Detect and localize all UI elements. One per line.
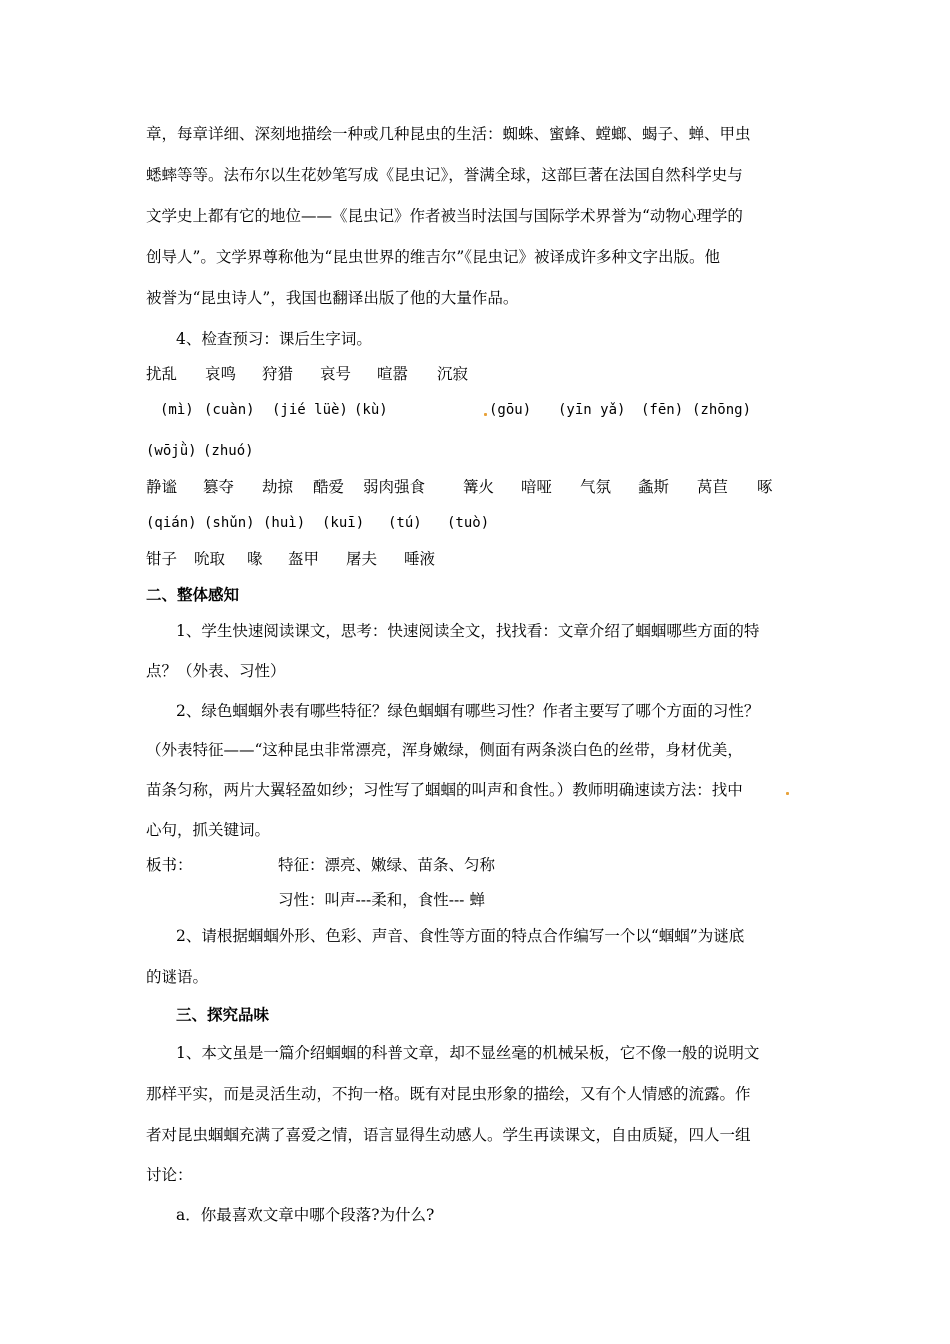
vocab-word: 篝火 bbox=[463, 478, 495, 496]
vocab-word: 弱肉强食 bbox=[363, 478, 426, 496]
paragraph-line: 点？（外表、习性） bbox=[146, 662, 286, 680]
section-heading: 二、整体感知 bbox=[146, 585, 240, 604]
paragraph-line: 那样平实，而是灵活生动，不拘一格。既有对昆虫形象的描绘，又有个人情感的流露。作 bbox=[146, 1085, 751, 1103]
paragraph-line: 苗条匀称，两片大翼轻盈如纱；习性写了蝈蝈的叫声和食性。）教师明确速读方法：找中 bbox=[146, 781, 743, 799]
pinyin: (cuàn) bbox=[204, 402, 255, 418]
vocab-word: 吮取 bbox=[194, 550, 226, 568]
vocab-word: 喙 bbox=[247, 550, 263, 568]
paragraph-line: 2、请根据蝈蝈外形、色彩、声音、食性等方面的特点合作编写一个以“蝈蝈”为谜底 bbox=[176, 927, 745, 945]
pinyin: (zhuó) bbox=[203, 443, 254, 459]
intro-line: 被誉为“昆虫诗人”，我国也翻译出版了他的大量作品。 bbox=[146, 289, 519, 307]
board-line: 特征：漂亮、嫩绿、苗条、匀称 bbox=[278, 856, 496, 874]
vocab-word: 沉寂 bbox=[437, 365, 469, 383]
vocab-word: 气氛 bbox=[580, 478, 612, 496]
vocab-word: 螽斯 bbox=[638, 478, 670, 496]
paragraph-line: 2、绿色蝈蝈外表有哪些特征？绿色蝈蝈有哪些习性？作者主要写了哪个方面的习性？ bbox=[176, 702, 760, 720]
mark-dot bbox=[786, 792, 789, 795]
pinyin: (tú) bbox=[388, 515, 422, 531]
vocab-word: 哀鸣 bbox=[205, 365, 237, 383]
section-heading: 三、探究品味 bbox=[176, 1005, 270, 1024]
pinyin: (yīn yǎ) bbox=[558, 402, 626, 418]
paragraph-line: 讨论： bbox=[146, 1166, 193, 1184]
pinyin: (kuī) bbox=[322, 515, 365, 531]
vocab-word: 静谧 bbox=[146, 478, 178, 496]
vocab-word: 酷爱 bbox=[313, 478, 345, 496]
vocab-word: 狩猎 bbox=[262, 365, 294, 383]
board-line: 习性：叫声---柔和，食性--- 蝉 bbox=[278, 891, 485, 909]
vocab-word: 喧嚣 bbox=[377, 365, 409, 383]
intro-line: 文学史上都有它的地位——《昆虫记》作者被当时法国与国际学术界誉为“动物心理学的 bbox=[146, 207, 743, 225]
pinyin: (huì) bbox=[263, 515, 306, 531]
pinyin: (wōjǜ) bbox=[146, 443, 197, 459]
pinyin: (jié lüè) bbox=[272, 402, 348, 418]
preview-heading: 4、检查预习：课后生字词。 bbox=[176, 330, 372, 348]
vocab-word: 莴苣 bbox=[697, 478, 729, 496]
vocab-word: 扰乱 bbox=[146, 365, 178, 383]
pinyin: (tuò) bbox=[447, 515, 490, 531]
paragraph-line: 心句，抓关键词。 bbox=[146, 821, 271, 839]
pinyin: (mì) bbox=[160, 402, 194, 418]
paragraph-line: （外表特征——“这种昆虫非常漂亮，浑身嫩绿，侧面有两条淡白色的丝带，身材优美， bbox=[146, 741, 743, 759]
vocab-word: 盔甲 bbox=[288, 550, 320, 568]
vocab-word: 哀号 bbox=[320, 365, 352, 383]
vocab-word: 唾液 bbox=[404, 550, 436, 568]
vocab-word: 劫掠 bbox=[262, 478, 294, 496]
mark-dot bbox=[484, 413, 487, 416]
paragraph-line: 1、学生快速阅读课文，思考：快速阅读全文，找找看：文章介绍了蝈蝈哪些方面的特 bbox=[176, 622, 760, 640]
intro-line: 章，每章详细、深刻地描绘一种或几种昆虫的生活：蜘蛛、蜜蜂、螳螂、蝎子、蝉、甲虫 bbox=[146, 125, 751, 143]
pinyin: (gōu) bbox=[489, 402, 532, 418]
vocab-word: 篡夺 bbox=[203, 478, 235, 496]
pinyin: (shǔn) bbox=[204, 515, 255, 531]
pinyin: (kù) bbox=[354, 402, 388, 418]
intro-line: 蟋蟀等等。法布尔以生花妙笔写成《昆虫记》，誉满全球，这部巨著在法国自然科学史与 bbox=[146, 166, 743, 184]
pinyin: (zhōng) bbox=[692, 402, 752, 418]
paragraph-line: 的谜语。 bbox=[146, 968, 209, 986]
pinyin: (qián) bbox=[146, 515, 197, 531]
vocab-word: 钳子 bbox=[146, 550, 178, 568]
board-label: 板书： bbox=[146, 856, 193, 874]
question-item: a．你最喜欢文章中哪个段落?为什么? bbox=[176, 1206, 435, 1224]
intro-line: 创导人”。文学界尊称他为“昆虫世界的维吉尔”《昆虫记》被译成许多种文字出版。他 bbox=[146, 248, 721, 266]
pinyin: (fēn) bbox=[641, 402, 684, 418]
vocab-word: 啄 bbox=[757, 478, 773, 496]
paragraph-line: 1、本文虽是一篇介绍蝈蝈的科普文章，却不显丝毫的机械呆板，它不像一般的说明文 bbox=[176, 1044, 760, 1062]
vocab-word: 屠夫 bbox=[346, 550, 378, 568]
vocab-word: 喑哑 bbox=[521, 478, 553, 496]
paragraph-line: 者对昆虫蝈蝈充满了喜爱之情，语言显得生动感人。学生再读课文，自由质疑，四人一组 bbox=[146, 1126, 751, 1144]
